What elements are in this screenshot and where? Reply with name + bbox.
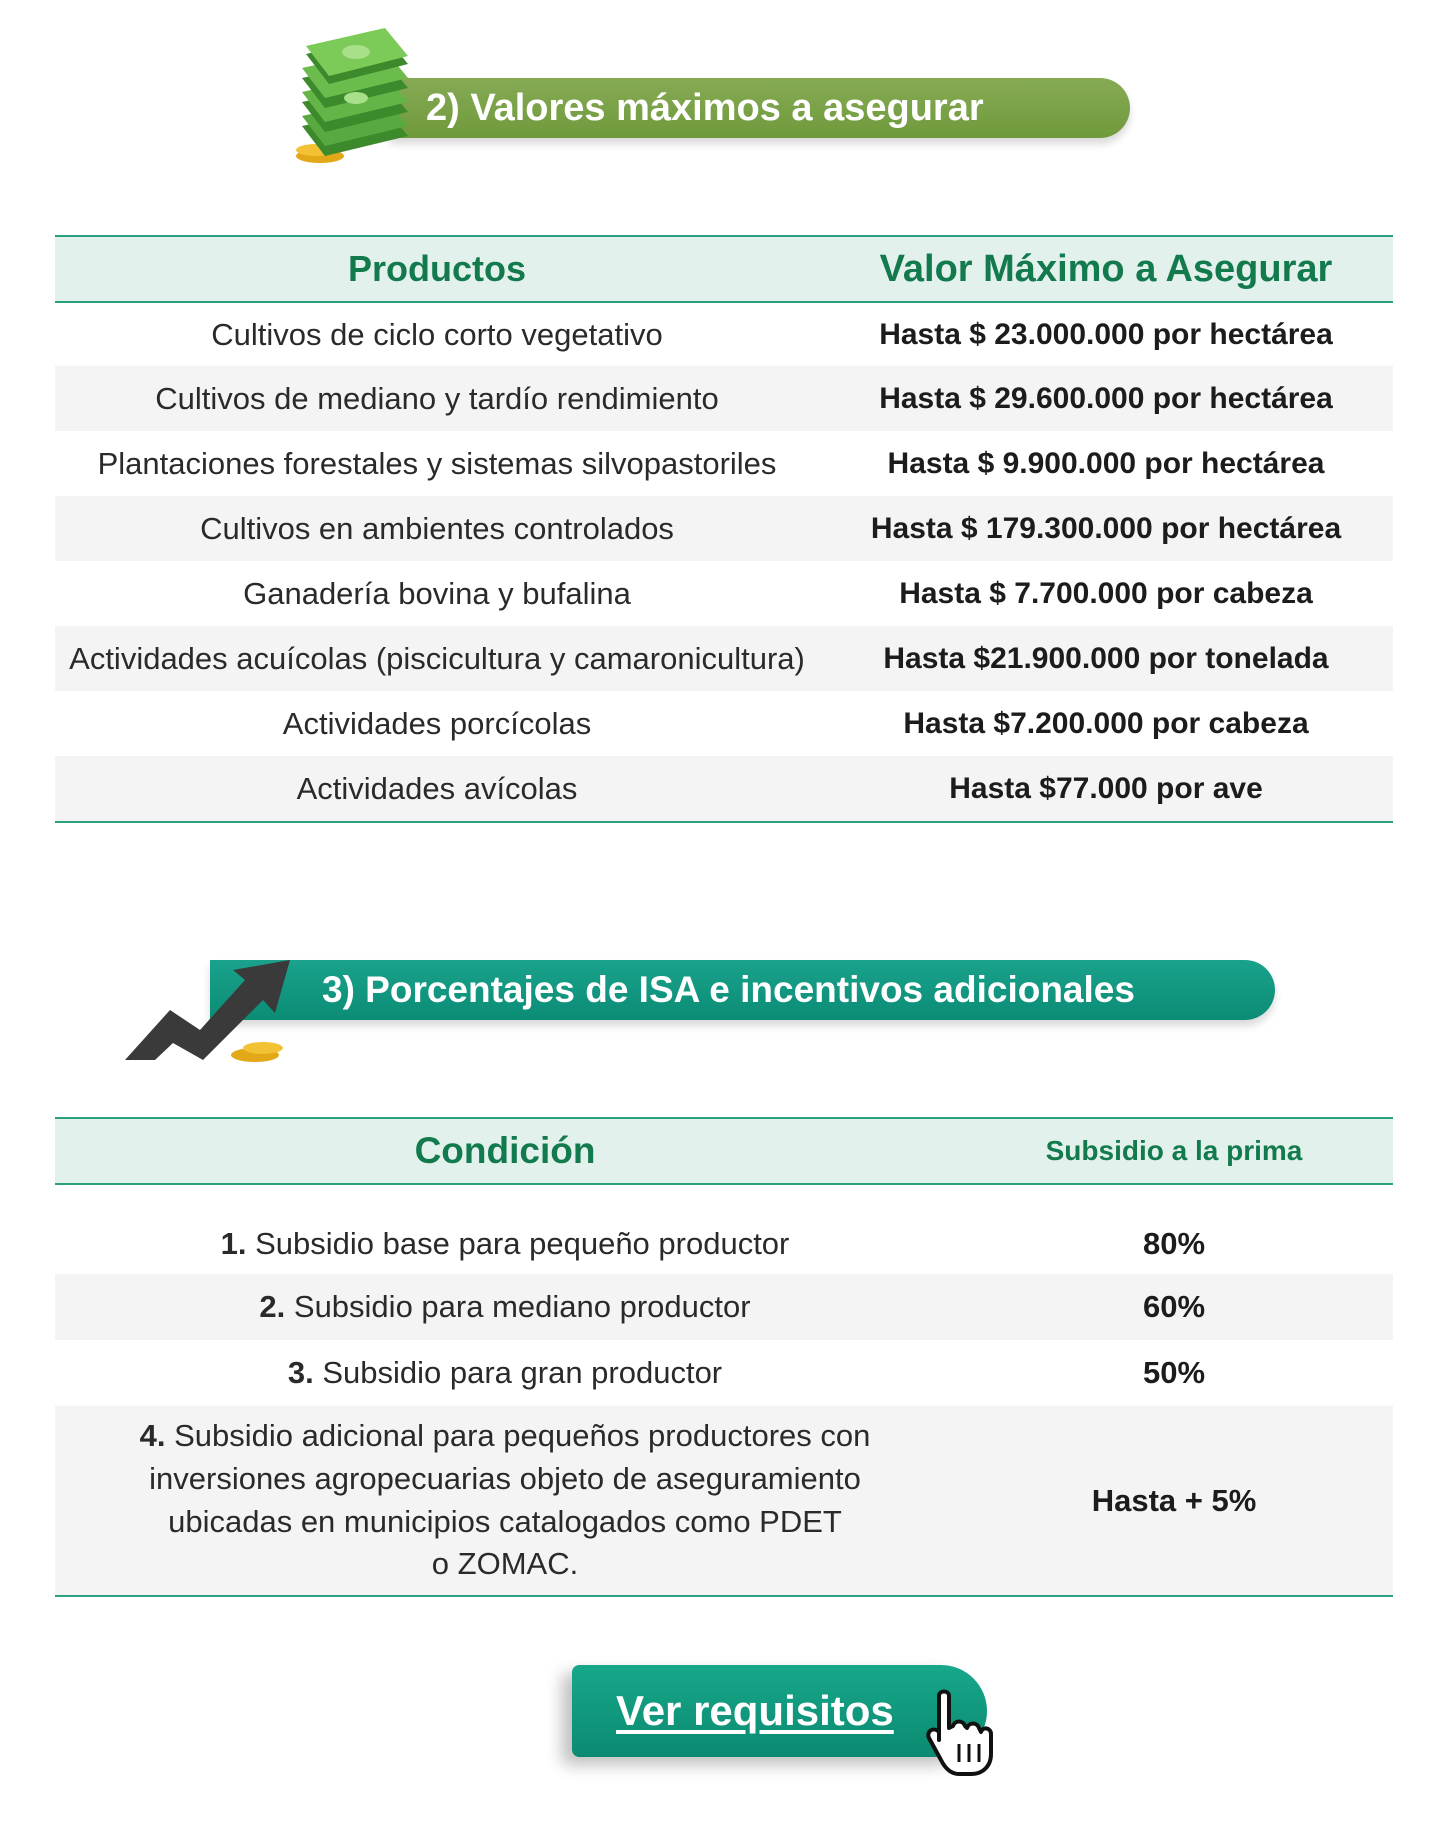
condition-text: Subsidio para mediano productor <box>293 1288 751 1324</box>
section3-title: 3) Porcentajes de ISA e incentivos adicionales <box>322 969 1135 1010</box>
condition-text: Subsidio para gran productor <box>322 1354 723 1390</box>
value-cell: Hasta $7.200.000 por cabeza <box>903 706 1309 740</box>
value-cell: Hasta $ 29.600.000 por hectárea <box>819 366 1393 431</box>
condition-cell <box>55 1406 955 1596</box>
table-row <box>55 691 1393 756</box>
condition-cell <box>55 1340 955 1406</box>
condition-line: o ZOMAC. <box>431 1546 579 1582</box>
table-row <box>55 302 1393 366</box>
section2-title: 2) Valores máximos a asegurar <box>426 86 984 129</box>
condition-cell <box>55 1184 955 1274</box>
table-row <box>55 1340 1393 1406</box>
table-row <box>55 496 1393 561</box>
table-row <box>55 1406 1393 1596</box>
product-cell: Cultivos de mediano y tardío rendimiento <box>55 366 819 431</box>
section3-banner <box>125 955 1285 1070</box>
percent-cell: 80% <box>1142 1226 1206 1261</box>
percent-cell: 50% <box>1142 1355 1206 1390</box>
table-row <box>55 626 1393 691</box>
product-cell: Plantaciones forestales y sistemas silvopastoriles <box>97 445 777 481</box>
header-productos: Productos <box>55 236 819 302</box>
value-cell: Hasta $21.900.000 por tonelada <box>819 626 1393 691</box>
table-row <box>55 1184 1393 1274</box>
section2-banner <box>290 18 1140 168</box>
condition-line: inversiones agropecuarias objeto de aseguramiento <box>149 1460 861 1496</box>
product-cell: Cultivos de ciclo corto vegetativo <box>211 316 663 352</box>
header-condicion: Condición <box>55 1118 955 1184</box>
header-valor-maximo: Valor Máximo a Asegurar <box>819 236 1393 302</box>
condition-text: Subsidio adicional para pequeños productores con <box>165 1417 871 1453</box>
product-cell: Actividades porcícolas <box>282 705 592 741</box>
table-row <box>55 561 1393 626</box>
table-row <box>55 431 1393 496</box>
product-cell: Cultivos en ambientes controlados <box>55 496 819 561</box>
subsidy-table <box>55 1117 1393 1597</box>
growth-arrow-icon <box>125 955 305 1070</box>
header-subsidio: Subsidio a la prima <box>955 1118 1393 1184</box>
condition-number: 2. <box>259 1288 286 1324</box>
condition-line: ubicadas en municipios catalogados como PDET <box>168 1503 842 1539</box>
pointer-hand-icon <box>925 1688 1005 1778</box>
value-cell: Hasta $ 9.900.000 por hectárea <box>887 446 1325 480</box>
value-cell: Hasta $ 23.000.000 por hectárea <box>879 317 1333 351</box>
condition-number: 4. <box>139 1417 166 1453</box>
condition-number: 3. <box>287 1354 314 1390</box>
percent-cell: 60% <box>955 1274 1393 1340</box>
value-cell: Hasta $77.000 por ave <box>819 756 1393 822</box>
ver-requisitos-label[interactable]: Ver requisitos <box>616 1687 894 1734</box>
product-cell: Actividades avícolas <box>55 756 819 822</box>
section3-title-bar <box>210 960 1275 1020</box>
product-cell: Actividades acuícolas (piscicultura y camaronicultura) <box>55 626 819 691</box>
value-cell: Hasta $ 7.700.000 por cabeza <box>899 576 1313 610</box>
product-cell: Ganadería bovina y bufalina <box>243 575 631 611</box>
condition-text: Subsidio base para pequeño productor <box>255 1226 790 1262</box>
max-values-table <box>55 235 1393 823</box>
money-stack-icon <box>290 18 420 168</box>
table-row <box>55 1274 1393 1340</box>
percent-cell: Hasta + 5% <box>955 1406 1393 1596</box>
condition-cell <box>55 1274 955 1340</box>
section2-title-bar <box>390 78 1130 138</box>
table-row <box>55 366 1393 431</box>
condition-line <box>55 1415 955 1458</box>
value-cell: Hasta $ 179.300.000 por hectárea <box>819 496 1393 561</box>
table-row <box>55 756 1393 822</box>
condition-number: 1. <box>220 1226 247 1262</box>
